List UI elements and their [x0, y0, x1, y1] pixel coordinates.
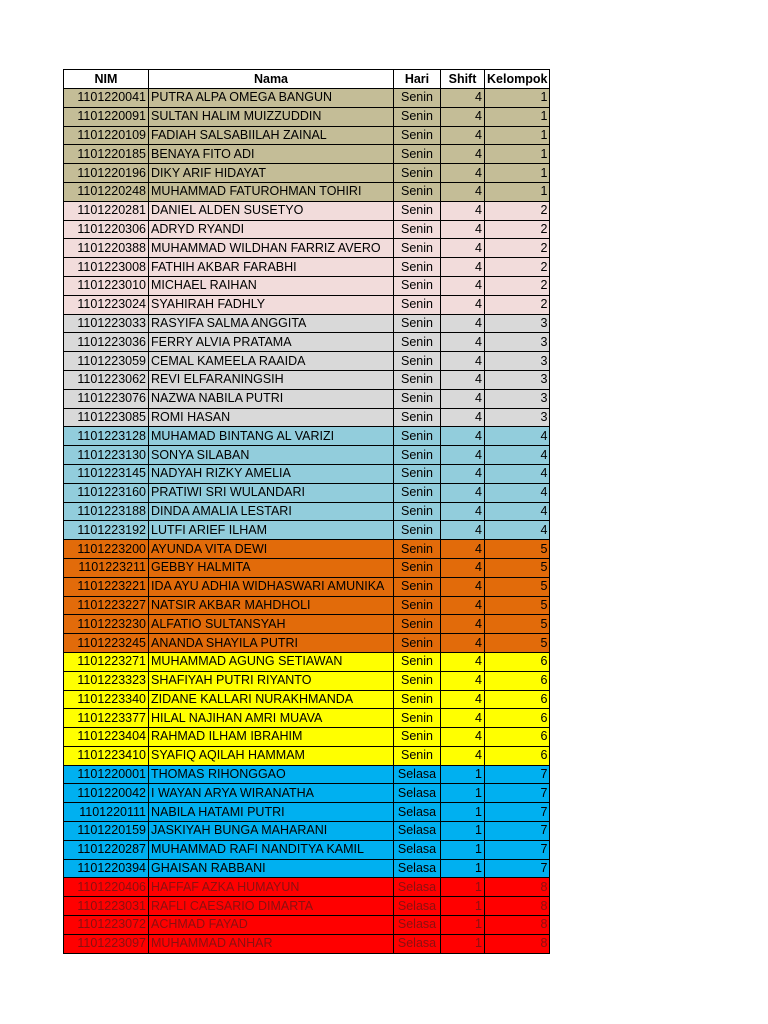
nim-cell: 1101220406 [64, 878, 149, 897]
table-row [64, 765, 550, 784]
hari-cell: Senin [394, 615, 441, 634]
student-group-table [63, 69, 550, 954]
table-row [64, 258, 550, 277]
kelompok-cell: 8 [485, 878, 550, 897]
kelompok-cell: 7 [485, 859, 550, 878]
hari-cell: Selasa [394, 916, 441, 935]
hari-cell: Selasa [394, 859, 441, 878]
shift-cell: 4 [441, 634, 485, 653]
nama-cell: PUTRA ALPA OMEGA BANGUN [149, 89, 394, 108]
table-row [64, 295, 550, 314]
shift-cell: 4 [441, 164, 485, 183]
nama-cell: ANANDA SHAYILA PUTRI [149, 634, 394, 653]
nim-cell: 1101220287 [64, 840, 149, 859]
nim-cell: 1101223033 [64, 314, 149, 333]
shift-cell: 4 [441, 464, 485, 483]
nama-cell: GEBBY HALMITA [149, 558, 394, 577]
nim-cell: 1101223227 [64, 596, 149, 615]
nama-cell: BENAYA FITO ADI [149, 145, 394, 164]
shift-cell: 1 [441, 784, 485, 803]
table-row [64, 803, 550, 822]
kelompok-cell: 4 [485, 483, 550, 502]
nama-cell: FADIAH SALSABIILAH ZAINAL [149, 126, 394, 145]
nama-cell: MUHAMAD BINTANG AL VARIZI [149, 427, 394, 446]
nama-cell: IDA AYU ADHIA WIDHASWARI AMUNIKA [149, 577, 394, 596]
nim-cell: 1101220248 [64, 182, 149, 201]
shift-cell: 4 [441, 615, 485, 634]
nim-cell: 1101220109 [64, 126, 149, 145]
shift-cell: 4 [441, 446, 485, 465]
hari-cell: Senin [394, 483, 441, 502]
hari-cell: Senin [394, 352, 441, 371]
table-row [64, 690, 550, 709]
table-row [64, 596, 550, 615]
hari-cell: Senin [394, 389, 441, 408]
nama-cell: AYUNDA VITA DEWI [149, 540, 394, 559]
nama-cell: CEMAL KAMEELA RAAIDA [149, 352, 394, 371]
header-nim: NIM [64, 70, 149, 89]
hari-cell: Senin [394, 521, 441, 540]
hari-cell: Selasa [394, 897, 441, 916]
shift-cell: 4 [441, 690, 485, 709]
table-row [64, 840, 550, 859]
table-row [64, 671, 550, 690]
header-shift: Shift [441, 70, 485, 89]
nama-cell: SULTAN HALIM MUIZZUDDIN [149, 107, 394, 126]
nim-cell: 1101220001 [64, 765, 149, 784]
table-row [64, 709, 550, 728]
shift-cell: 1 [441, 897, 485, 916]
nama-cell: SHAFIYAH PUTRI RIYANTO [149, 671, 394, 690]
nama-cell: DIKY ARIF HIDAYAT [149, 164, 394, 183]
nim-cell: 1101223145 [64, 464, 149, 483]
shift-cell: 4 [441, 521, 485, 540]
table-row [64, 615, 550, 634]
nim-cell: 1101223130 [64, 446, 149, 465]
hari-cell: Senin [394, 370, 441, 389]
nim-cell: 1101223160 [64, 483, 149, 502]
hari-cell: Senin [394, 709, 441, 728]
hari-cell: Senin [394, 577, 441, 596]
kelompok-cell: 7 [485, 840, 550, 859]
hari-cell: Senin [394, 239, 441, 258]
shift-cell: 4 [441, 89, 485, 108]
hari-cell: Senin [394, 728, 441, 747]
table-row [64, 897, 550, 916]
table-row [64, 164, 550, 183]
nim-cell: 1101223211 [64, 558, 149, 577]
table-row [64, 389, 550, 408]
shift-cell: 4 [441, 352, 485, 371]
hari-cell: Senin [394, 201, 441, 220]
nama-cell: HILAL NAJIHAN AMRI MUAVA [149, 709, 394, 728]
hari-cell: Senin [394, 258, 441, 277]
table-row [64, 652, 550, 671]
kelompok-cell: 3 [485, 333, 550, 352]
nim-cell: 1101223188 [64, 502, 149, 521]
hari-cell: Senin [394, 652, 441, 671]
hari-cell: Senin [394, 502, 441, 521]
shift-cell: 4 [441, 239, 485, 258]
shift-cell: 1 [441, 803, 485, 822]
table-row [64, 859, 550, 878]
hari-cell: Senin [394, 558, 441, 577]
nim-cell: 1101223404 [64, 728, 149, 747]
hari-cell: Senin [394, 690, 441, 709]
nama-cell: SYAHIRAH FADHLY [149, 295, 394, 314]
nama-cell: ALFATIO SULTANSYAH [149, 615, 394, 634]
shift-cell: 4 [441, 427, 485, 446]
shift-cell: 4 [441, 652, 485, 671]
shift-cell: 4 [441, 276, 485, 295]
kelompok-cell: 3 [485, 408, 550, 427]
kelompok-cell: 2 [485, 295, 550, 314]
table-row [64, 182, 550, 201]
shift-cell: 4 [441, 258, 485, 277]
kelompok-cell: 3 [485, 314, 550, 333]
nama-cell: MUHAMMAD AGUNG SETIAWAN [149, 652, 394, 671]
nim-cell: 1101220306 [64, 220, 149, 239]
hari-cell: Selasa [394, 822, 441, 841]
nama-cell: MUHAMMAD ANHAR [149, 934, 394, 953]
hari-cell: Selasa [394, 803, 441, 822]
hari-cell: Senin [394, 408, 441, 427]
nama-cell: DANIEL ALDEN SUSETYO [149, 201, 394, 220]
nama-cell: NADYAH RIZKY AMELIA [149, 464, 394, 483]
nim-cell: 1101223031 [64, 897, 149, 916]
nama-cell: SONYA SILABAN [149, 446, 394, 465]
table-row [64, 634, 550, 653]
shift-cell: 4 [441, 182, 485, 201]
kelompok-cell: 5 [485, 577, 550, 596]
nim-cell: 1101220281 [64, 201, 149, 220]
shift-cell: 4 [441, 126, 485, 145]
kelompok-cell: 8 [485, 934, 550, 953]
nim-cell: 1101223323 [64, 671, 149, 690]
table-row [64, 464, 550, 483]
hari-cell: Senin [394, 464, 441, 483]
nim-cell: 1101220111 [64, 803, 149, 822]
kelompok-cell: 8 [485, 916, 550, 935]
table-row [64, 314, 550, 333]
nim-cell: 1101223010 [64, 276, 149, 295]
hari-cell: Senin [394, 540, 441, 559]
hari-cell: Senin [394, 220, 441, 239]
hari-cell: Senin [394, 276, 441, 295]
nim-cell: 1101223245 [64, 634, 149, 653]
table-row [64, 916, 550, 935]
kelompok-cell: 3 [485, 389, 550, 408]
kelompok-cell: 1 [485, 126, 550, 145]
hari-cell: Senin [394, 333, 441, 352]
shift-cell: 4 [441, 728, 485, 747]
nim-cell: 1101220388 [64, 239, 149, 258]
header-kelompok: Kelompok [485, 70, 550, 89]
nim-cell: 1101223230 [64, 615, 149, 634]
nama-cell: ACHMAD FAYAD [149, 916, 394, 935]
shift-cell: 1 [441, 765, 485, 784]
table-row [64, 107, 550, 126]
nama-cell: NATSIR AKBAR MAHDHOLI [149, 596, 394, 615]
kelompok-cell: 2 [485, 239, 550, 258]
kelompok-cell: 4 [485, 521, 550, 540]
nama-cell: NABILA HATAMI PUTRI [149, 803, 394, 822]
kelompok-cell: 2 [485, 201, 550, 220]
table-row [64, 145, 550, 164]
kelompok-cell: 4 [485, 502, 550, 521]
nama-cell: MICHAEL RAIHAN [149, 276, 394, 295]
nim-cell: 1101220394 [64, 859, 149, 878]
hari-cell: Senin [394, 671, 441, 690]
shift-cell: 4 [441, 107, 485, 126]
nim-cell: 1101223085 [64, 408, 149, 427]
shift-cell: 1 [441, 822, 485, 841]
kelompok-cell: 1 [485, 145, 550, 164]
kelompok-cell: 1 [485, 164, 550, 183]
shift-cell: 4 [441, 709, 485, 728]
kelompok-cell: 6 [485, 728, 550, 747]
kelompok-cell: 4 [485, 464, 550, 483]
shift-cell: 4 [441, 558, 485, 577]
kelompok-cell: 7 [485, 803, 550, 822]
table-row [64, 502, 550, 521]
nama-cell: ZIDANE KALLARI NURAKHMANDA [149, 690, 394, 709]
nama-cell: FATHIH AKBAR FARABHI [149, 258, 394, 277]
kelompok-cell: 5 [485, 558, 550, 577]
kelompok-cell: 6 [485, 671, 550, 690]
kelompok-cell: 5 [485, 634, 550, 653]
table-row [64, 201, 550, 220]
table-row [64, 408, 550, 427]
table-row [64, 521, 550, 540]
hari-cell: Selasa [394, 878, 441, 897]
nama-cell: MUHAMMAD RAFI NANDITYA KAMIL [149, 840, 394, 859]
shift-cell: 4 [441, 671, 485, 690]
table-row [64, 370, 550, 389]
header-nama: Nama [149, 70, 394, 89]
table-row [64, 89, 550, 108]
nim-cell: 1101223340 [64, 690, 149, 709]
shift-cell: 1 [441, 878, 485, 897]
nim-cell: 1101223062 [64, 370, 149, 389]
kelompok-cell: 4 [485, 427, 550, 446]
nim-cell: 1101220042 [64, 784, 149, 803]
shift-cell: 4 [441, 295, 485, 314]
kelompok-cell: 3 [485, 370, 550, 389]
nama-cell: I WAYAN ARYA WIRANATHA [149, 784, 394, 803]
shift-cell: 4 [441, 145, 485, 164]
nama-cell: RASYIFA SALMA ANGGITA [149, 314, 394, 333]
table-row [64, 934, 550, 953]
table-row [64, 427, 550, 446]
nama-cell: MUHAMMAD FATUROHMAN TOHIRI [149, 182, 394, 201]
nim-cell: 1101220041 [64, 89, 149, 108]
header-row [64, 70, 550, 89]
shift-cell: 4 [441, 333, 485, 352]
shift-cell: 4 [441, 502, 485, 521]
table-row [64, 352, 550, 371]
table-row [64, 446, 550, 465]
nama-cell: THOMAS RIHONGGAO [149, 765, 394, 784]
kelompok-cell: 7 [485, 784, 550, 803]
kelompok-cell: 2 [485, 258, 550, 277]
hari-cell: Senin [394, 596, 441, 615]
kelompok-cell: 7 [485, 822, 550, 841]
hari-cell: Selasa [394, 784, 441, 803]
table-row [64, 276, 550, 295]
table-row [64, 728, 550, 747]
nim-cell: 1101223097 [64, 934, 149, 953]
hari-cell: Senin [394, 164, 441, 183]
shift-cell: 4 [441, 408, 485, 427]
hari-cell: Senin [394, 427, 441, 446]
nim-cell: 1101223008 [64, 258, 149, 277]
kelompok-cell: 4 [485, 446, 550, 465]
nim-cell: 1101223200 [64, 540, 149, 559]
nama-cell: MUHAMMAD WILDHAN FARRIZ AVERO [149, 239, 394, 258]
kelompok-cell: 6 [485, 746, 550, 765]
table-row [64, 784, 550, 803]
hari-cell: Selasa [394, 934, 441, 953]
nama-cell: HAFFAF AZKA HUMAYUN [149, 878, 394, 897]
shift-cell: 1 [441, 859, 485, 878]
nama-cell: FERRY ALVIA PRATAMA [149, 333, 394, 352]
hari-cell: Senin [394, 182, 441, 201]
shift-cell: 4 [441, 201, 485, 220]
nama-cell: PRATIWI SRI WULANDARI [149, 483, 394, 502]
kelompok-cell: 7 [485, 765, 550, 784]
shift-cell: 4 [441, 220, 485, 239]
table-row [64, 483, 550, 502]
table-row [64, 577, 550, 596]
kelompok-cell: 6 [485, 709, 550, 728]
kelompok-cell: 2 [485, 220, 550, 239]
nim-cell: 1101220159 [64, 822, 149, 841]
kelompok-cell: 5 [485, 596, 550, 615]
table-row [64, 333, 550, 352]
hari-cell: Senin [394, 89, 441, 108]
shift-cell: 1 [441, 934, 485, 953]
nim-cell: 1101223271 [64, 652, 149, 671]
nama-cell: DINDA AMALIA LESTARI [149, 502, 394, 521]
kelompok-cell: 6 [485, 652, 550, 671]
kelompok-cell: 1 [485, 182, 550, 201]
kelompok-cell: 5 [485, 540, 550, 559]
nama-cell: GHAISAN RABBANI [149, 859, 394, 878]
kelompok-cell: 6 [485, 690, 550, 709]
kelompok-cell: 1 [485, 107, 550, 126]
table-row [64, 878, 550, 897]
nim-cell: 1101223072 [64, 916, 149, 935]
shift-cell: 1 [441, 840, 485, 859]
table-row [64, 558, 550, 577]
hari-cell: Senin [394, 446, 441, 465]
shift-cell: 4 [441, 596, 485, 615]
shift-cell: 4 [441, 314, 485, 333]
kelompok-cell: 2 [485, 276, 550, 295]
kelompok-cell: 1 [485, 89, 550, 108]
hari-cell: Senin [394, 145, 441, 164]
nim-cell: 1101223410 [64, 746, 149, 765]
shift-cell: 4 [441, 540, 485, 559]
hari-cell: Senin [394, 634, 441, 653]
nim-cell: 1101223128 [64, 427, 149, 446]
nama-cell: RAHMAD ILHAM IBRAHIM [149, 728, 394, 747]
hari-cell: Senin [394, 295, 441, 314]
nama-cell: JASKIYAH BUNGA MAHARANI [149, 822, 394, 841]
kelompok-cell: 5 [485, 615, 550, 634]
table-row [64, 126, 550, 145]
nim-cell: 1101223024 [64, 295, 149, 314]
nim-cell: 1101223036 [64, 333, 149, 352]
hari-cell: Senin [394, 314, 441, 333]
nim-cell: 1101223059 [64, 352, 149, 371]
table-row [64, 540, 550, 559]
nama-cell: ADRYD RYANDI [149, 220, 394, 239]
hari-cell: Selasa [394, 840, 441, 859]
table-row [64, 239, 550, 258]
shift-cell: 4 [441, 577, 485, 596]
kelompok-cell: 3 [485, 352, 550, 371]
nim-cell: 1101220091 [64, 107, 149, 126]
hari-cell: Senin [394, 107, 441, 126]
nim-cell: 1101223221 [64, 577, 149, 596]
table-row [64, 822, 550, 841]
shift-cell: 4 [441, 389, 485, 408]
hari-cell: Senin [394, 126, 441, 145]
nim-cell: 1101223192 [64, 521, 149, 540]
nim-cell: 1101223377 [64, 709, 149, 728]
nama-cell: RAFLI CAESARIO DIMARTA [149, 897, 394, 916]
shift-cell: 4 [441, 746, 485, 765]
shift-cell: 4 [441, 483, 485, 502]
hari-cell: Senin [394, 746, 441, 765]
nama-cell: ROMI HASAN [149, 408, 394, 427]
nama-cell: SYAFIQ AQILAH HAMMAM [149, 746, 394, 765]
shift-cell: 1 [441, 916, 485, 935]
hari-cell: Selasa [394, 765, 441, 784]
nim-cell: 1101220196 [64, 164, 149, 183]
nim-cell: 1101220185 [64, 145, 149, 164]
nim-cell: 1101223076 [64, 389, 149, 408]
nama-cell: LUTFI ARIEF ILHAM [149, 521, 394, 540]
shift-cell: 4 [441, 370, 485, 389]
kelompok-cell: 8 [485, 897, 550, 916]
nama-cell: REVI ELFARANINGSIH [149, 370, 394, 389]
table-row [64, 220, 550, 239]
nama-cell: NAZWA NABILA PUTRI [149, 389, 394, 408]
table-row [64, 746, 550, 765]
header-hari: Hari [394, 70, 441, 89]
